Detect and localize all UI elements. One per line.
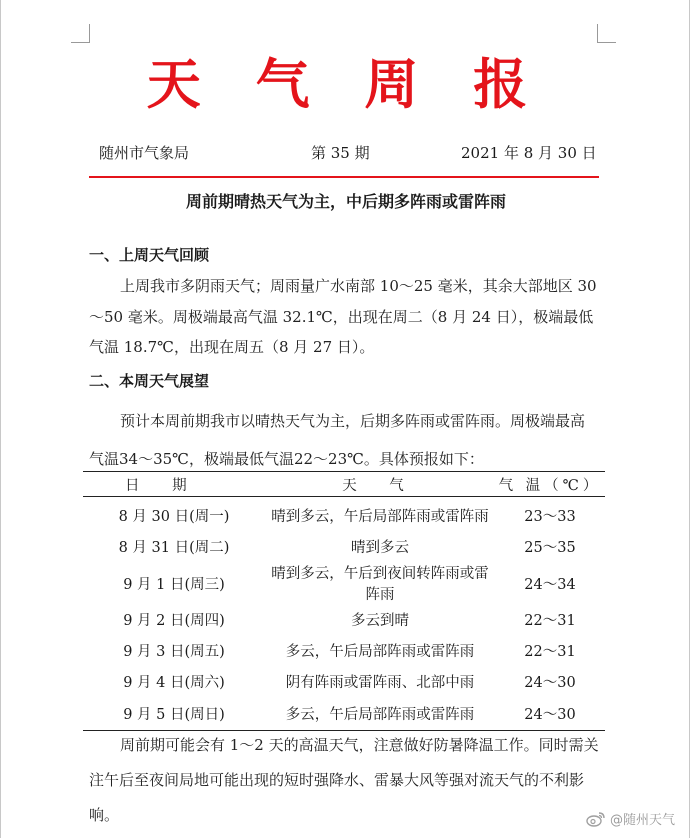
- column-header-date: 日 期: [83, 472, 265, 497]
- forecast-weather: 多云到晴: [351, 613, 409, 629]
- report-title: 天 气 周 报: [146, 53, 546, 116]
- forecast-weather: 晴到多云: [351, 540, 409, 556]
- forecast-table-header: [83, 472, 605, 497]
- forecast-date: 8 月 31 日(周二): [118, 540, 230, 556]
- table-row: [83, 635, 605, 666]
- table-row: [83, 697, 605, 731]
- forecast-date: 8 月 30 日(周一): [118, 509, 230, 525]
- issue-date: 2021 年 8 月 30 日: [461, 144, 597, 162]
- forecast-weather: 多云，午后局部阵雨或雷阵雨: [265, 697, 495, 731]
- forecast-weather: 多云，午后局部阵雨或雷阵雨: [285, 644, 475, 660]
- column-header-temperature: 气 温（℃）: [495, 472, 605, 497]
- forecast-temperature: 23～33: [524, 509, 576, 525]
- section-heading-outlook: 二、本周天气展望: [89, 372, 210, 390]
- closing-paragraph: [89, 728, 599, 833]
- watermark-text: @随州天气: [609, 813, 675, 828]
- forecast-weather: 晴到多云，午后到夜间转阵雨或雷阵雨: [271, 566, 489, 603]
- forecast-temperature: 24～30: [524, 675, 576, 691]
- table-row: [83, 604, 605, 635]
- forecast-temperature: 22～31: [524, 644, 576, 660]
- table-row: [83, 666, 605, 697]
- forecast-date: 9 月 1 日(周三): [123, 576, 225, 593]
- forecast-date: 9 月 3 日(周五): [123, 644, 225, 660]
- page-corner-mark: [71, 24, 90, 43]
- forecast-temperature: 25～35: [524, 540, 576, 556]
- forecast-date: 9 月 5 日(周日): [83, 697, 265, 731]
- forecast-date: 9 月 2 日(周四): [123, 613, 225, 629]
- review-paragraph: [89, 271, 599, 363]
- table-row: [83, 497, 605, 532]
- forecast-temperature: 24～34: [524, 576, 576, 593]
- forecast-date: 9 月 4 日(周六): [123, 675, 225, 691]
- table-row: [83, 562, 605, 604]
- issuing-organization: 随州市气象局: [99, 144, 190, 162]
- forecast-weather: 阴有阵雨或雷阵雨、北部中雨: [285, 675, 475, 691]
- outlook-text: 预计本周前期我市以晴热天气为主，后期多阵雨或雷阵雨。周极端最高气温34～35℃，极端最低气温22～23℃。具体预报如下：: [89, 412, 586, 468]
- forecast-temperature: 22～31: [524, 613, 576, 629]
- forecast-table: [83, 471, 605, 731]
- red-divider-line: [89, 176, 599, 178]
- weibo-watermark: [586, 809, 675, 828]
- issue-number: 第 35 期: [311, 144, 370, 162]
- review-text: 上周我市多阴雨天气；周雨量广水南部 10～25 毫米，其余大部地区 30～50 毫米。周极端最高气温 32.1℃，出现在周二（8 月 24 日），极端最低气温 18.7℃，出现在周五（8 月 27 日）。: [89, 277, 597, 356]
- page-corner-mark: [597, 24, 616, 43]
- table-row: [83, 531, 605, 562]
- headline: 周前期晴热天气为主，中后期多阵雨或雷阵雨: [185, 192, 506, 211]
- forecast-temperature: 24～30: [495, 697, 605, 731]
- outlook-paragraph: [89, 402, 599, 478]
- closing-text: 周前期可能会有 1～2 天的高温天气，注意做好防暑降温工作。同时需关注午后至夜间局地可能出现的短时强降水、雷暴大风等强对流天气的不利影响。: [89, 736, 599, 824]
- forecast-weather: 晴到多云，午后局部阵雨或雷阵雨: [271, 509, 489, 525]
- column-header-weather: 天 气: [265, 472, 495, 497]
- section-heading-review: 一、上周天气回顾: [89, 246, 210, 264]
- weibo-logo-icon: [586, 811, 606, 827]
